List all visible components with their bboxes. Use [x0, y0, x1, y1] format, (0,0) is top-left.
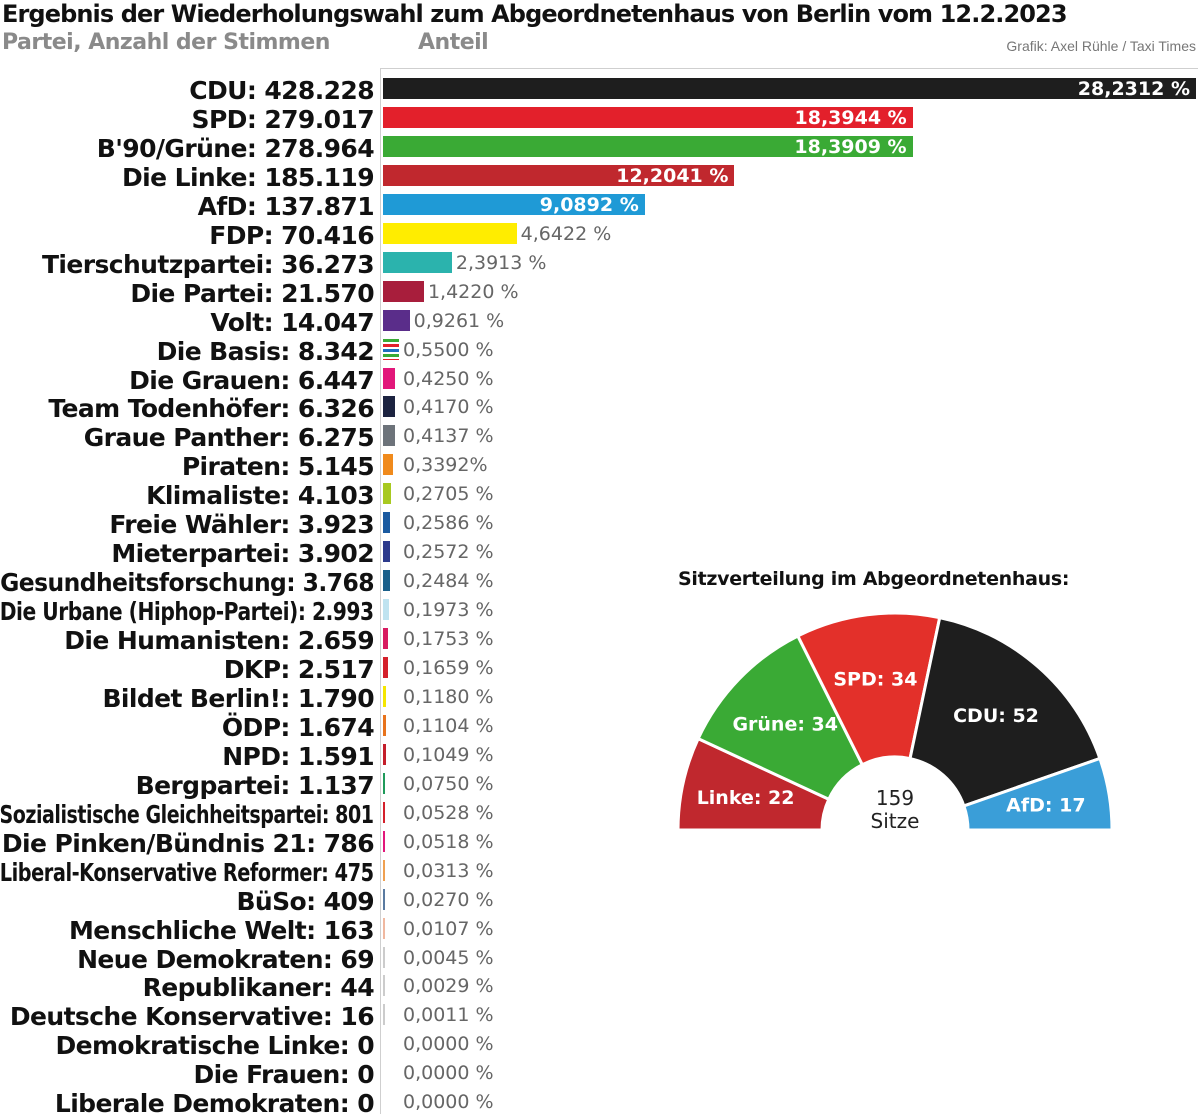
party-label: [55, 1089, 374, 1118]
bar: [383, 310, 410, 331]
bar-value-label: 2,3913 %: [455, 251, 547, 274]
bar-value-label: 0,0518 %: [403, 830, 494, 853]
party-label: [84, 423, 374, 452]
seat-total-label: Sitze: [870, 809, 920, 833]
party-label: [102, 684, 374, 713]
party-name: FDP: 70.416: [209, 220, 374, 250]
bar: [383, 570, 390, 591]
bar: [383, 860, 385, 881]
bar-value-label: 0,0000 %: [403, 1033, 494, 1056]
bar-value-label: 0,1180 %: [403, 685, 494, 708]
bar: [383, 454, 393, 475]
party-label: [146, 481, 374, 510]
party-name: BüSo: 409: [236, 886, 374, 916]
seat-label: AfD: 17: [1006, 794, 1086, 817]
party-label: [129, 366, 374, 395]
bar-value-label: 28,2312 %: [1077, 78, 1190, 100]
party-name: Sozialistische Gleichheitspartei: 801: [0, 799, 374, 829]
bar-value-label: 18,3944 %: [794, 106, 907, 129]
party-label: [69, 916, 374, 945]
party-name: Demokratische Linke: 0: [55, 1031, 374, 1061]
bar: [383, 715, 386, 736]
party-name: Bergpartei: 1.137: [135, 770, 374, 800]
party-label: [130, 279, 374, 308]
party-name: ÖDP: 1.674: [221, 712, 374, 742]
party-name: Freie Wähler: 3.923: [109, 510, 374, 540]
party-label: [222, 742, 374, 771]
bar-value-label: 0,1973 %: [403, 599, 494, 622]
seat-label: Linke: 22: [696, 787, 795, 810]
bar-value-label: 0,5500 %: [403, 338, 494, 361]
chart-title: Ergebnis der Wiederholungswahl zum Abgeordnetenhaus von Berlin vom 12.2.2023: [2, 0, 1067, 28]
party-label: [111, 539, 374, 568]
seat-label: Grüne: 34: [732, 713, 839, 736]
party-label: [0, 858, 374, 887]
bar: [383, 483, 391, 504]
seat-label: CDU: 52: [953, 705, 1039, 728]
party-name: CDU: 428.228: [189, 76, 374, 105]
bar: [383, 599, 389, 620]
bar-value-label: 0,0000 %: [403, 1062, 494, 1085]
party-name: Die Grauen: 6.447: [129, 365, 374, 395]
bar-value-label: 1,4220 %: [427, 280, 519, 303]
party-label: [0, 597, 374, 626]
party-name: SPD: 279.017: [191, 104, 374, 134]
bar-value-label: 0,0270 %: [403, 888, 494, 911]
party-name: Die Urbane (Hiphop-Partei): 2.993: [0, 597, 374, 627]
bar: [383, 831, 385, 852]
party-label: [122, 163, 374, 192]
bar: [383, 425, 395, 446]
bar: [383, 975, 385, 996]
party-label: [192, 105, 374, 134]
party-name: Klimaliste: 4.103: [146, 481, 374, 511]
bar: [383, 744, 386, 765]
party-name: Republikaner: 44: [142, 973, 374, 1003]
bar-value-label: 0,4137 %: [403, 425, 494, 448]
bar: [383, 541, 390, 562]
party-name: Menschliche Welt: 163: [69, 915, 374, 945]
party-name: Die Pinken/Bündnis 21: 786: [1, 828, 374, 858]
party-name: Liberale Demokraten: 0: [54, 1089, 374, 1118]
party-label: [136, 771, 374, 800]
party-name: Tierschutzpartei: 36.273: [41, 249, 374, 279]
bar: [383, 628, 388, 649]
party-name: B'90/Grüne: 278.964: [96, 133, 374, 163]
bar: [383, 918, 385, 939]
bar-value-label: 18,3909 %: [794, 135, 907, 158]
credit: Grafik: Axel Rühle / Taxi Times: [1006, 38, 1196, 54]
party-name: Graue Panther: 6.275: [83, 423, 374, 453]
bar-value-label: 0,2705 %: [403, 483, 494, 506]
bar-value-label: 0,1049 %: [403, 743, 494, 766]
seat-label: SPD: 34: [833, 668, 918, 691]
bar-value-label: 0,0107 %: [403, 917, 494, 940]
bar-value-label: 0,0045 %: [403, 946, 494, 969]
party-name: Die Humanisten: 2.659: [64, 626, 374, 656]
party-label: [64, 626, 374, 655]
bar-value-label: 12,2041 %: [616, 164, 729, 187]
bar: [383, 802, 385, 823]
party-label: [209, 221, 374, 250]
bar-value-label: 0,1659 %: [403, 657, 494, 679]
bar-value-label: 0,0011 %: [403, 1004, 494, 1027]
party-name: Neue Demokraten: 69: [77, 944, 374, 974]
bar: [383, 889, 385, 910]
party-label: [210, 308, 374, 337]
bar-value-label: 0,0528 %: [403, 801, 494, 824]
bar-value-label: 0,0029 %: [403, 975, 494, 998]
party-label: [109, 510, 374, 539]
party-name: AfD: 137.871: [197, 191, 374, 221]
seat-total: 159: [875, 786, 915, 810]
bar-value-label: 0,1753 %: [403, 628, 494, 651]
bar-value-label: 0,3392%: [403, 454, 488, 477]
bar: [383, 252, 452, 273]
bar: [383, 339, 399, 360]
party-name: Die Linke: 185.119: [122, 162, 374, 192]
bar-value-label: 0,1104 %: [403, 714, 494, 737]
party-name: DKP: 2.517: [223, 655, 374, 684]
party-label: [222, 713, 374, 742]
party-name: Mieterpartei: 3.902: [111, 539, 374, 569]
party-name: Die Partei: 21.570: [130, 278, 374, 308]
party-label: [97, 134, 374, 163]
bar: [383, 512, 390, 533]
party-name: Die Basis: 8.342: [156, 336, 374, 366]
party-label: [48, 394, 374, 423]
party-name: Die Frauen: 0: [193, 1060, 374, 1090]
party-name: Liberal-Konservative Reformer: 475: [0, 857, 374, 887]
bar-value-label: 0,4170 %: [403, 396, 494, 419]
bar: [383, 281, 424, 302]
party-label: [224, 655, 374, 684]
party-name: Deutsche Konservative: 16: [9, 1002, 374, 1032]
party-label: [55, 1031, 374, 1060]
party-name: Volt: 14.047: [210, 307, 374, 337]
party-name: Team Todenhöfer: 6.326: [48, 394, 374, 424]
bar: [383, 657, 388, 678]
seat-chart-title: Sitzverteilung im Abgeordnetenhaus:: [678, 568, 1070, 590]
party-name: Piraten: 5.145: [181, 452, 374, 482]
bar: [383, 1004, 385, 1025]
bar-value-label: 9,0892 %: [539, 193, 639, 216]
party-label: [42, 250, 374, 279]
bar-value-label: 0,0750 %: [403, 772, 494, 795]
seat-distribution-chart: [670, 600, 1120, 840]
party-label: [157, 337, 374, 366]
party-name: Bildet Berlin!: 1.790: [102, 683, 374, 713]
party-label: [143, 973, 374, 1002]
party-label: [198, 192, 374, 221]
bar-value-label: 0,0000 %: [403, 1091, 494, 1114]
bar: [383, 368, 395, 389]
bar-value-label: 0,9261 %: [413, 309, 505, 332]
bar: [383, 223, 517, 244]
subtitle-share: Anteil: [418, 30, 489, 55]
party-label: [182, 452, 374, 481]
bar-value-label: 0,0313 %: [403, 859, 494, 882]
bar: [383, 686, 386, 707]
bar: [383, 773, 385, 794]
party-label: [236, 887, 374, 916]
party-name: Gesundheitsforschung: 3.768: [0, 568, 374, 598]
bar-value-label: 4,6422 %: [520, 222, 612, 245]
party-label: [77, 945, 374, 974]
party-label: [0, 568, 374, 597]
bar-value-label: 0,2572 %: [403, 541, 494, 564]
bar-value-label: 0,4250 %: [403, 367, 494, 390]
party-label: [2, 829, 374, 858]
bar-value-label: 0,2586 %: [403, 512, 494, 535]
party-label: [193, 1060, 374, 1089]
party-label: [10, 1002, 374, 1031]
bar-value-label: 0,2484 %: [403, 570, 494, 593]
subtitle-party-votes: Partei, Anzahl der Stimmen: [2, 30, 330, 55]
party-name: NPD: 1.591: [222, 741, 374, 771]
party-label: [0, 800, 374, 829]
bar: [383, 396, 395, 417]
party-label: [189, 76, 374, 105]
bar: [383, 947, 385, 968]
